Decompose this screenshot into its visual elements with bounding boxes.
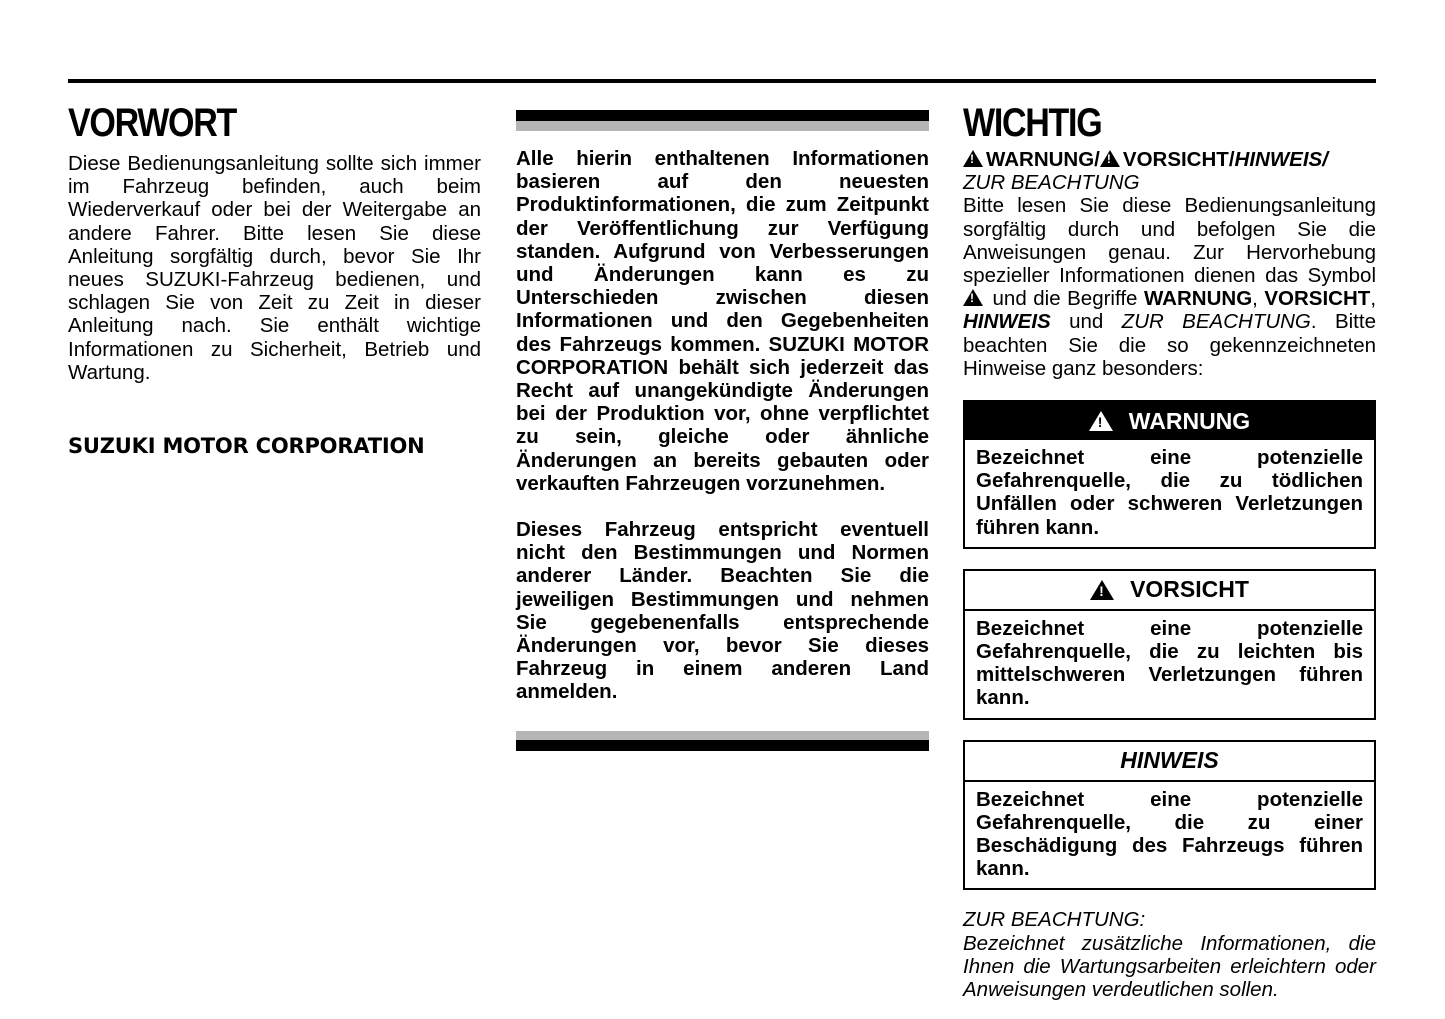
intro-und: und [1069,310,1104,334]
zur-beachtung-label: ZUR BEACHTUNG: [963,908,1146,932]
warnung-box-header [965,402,1374,440]
intro-sep-1: , [1252,287,1258,311]
intro-part-2: und die Begriffe [992,287,1138,311]
warning-triangle-icon [963,289,983,306]
vorsicht-box-header [965,571,1374,611]
signal-zur-beachtung: ZUR BEACHTUNG [963,171,1140,195]
warnung-box [963,400,1376,549]
disclaimer-bottom-grey-band [516,731,929,740]
vorsicht-box-text: Bezeichnet eine potenzielle Gefahrenquelle, die zu leichten bis mittelschweren Verletzungen führen kann. [976,616,1363,710]
warning-triangle-icon [1089,411,1113,431]
disclaimer-top-grey-band [516,121,929,131]
disclaimer-paragraph-1: Alle hierin enthaltenen Informationen basieren auf den neuesten Produktinformationen, die zum Zeitpunkt der Veröffentlichung zur Verfügung standen. Aufgrund von Verbesserungen und Änderungen kann es zu Unterschieden zwischen diesen Informationen und den Gegebenheiten des Fahrzeugs kommen. SUZUKI MOTOR CORPORATION behält sich jederzeit das Recht auf unangekündigte Änderungen bei der Produktion vor, ohne verpflichtet zu sein, gleiche oder ähnliche Änderungen an bereits gebauten oder verkauften Fahrzeugen vorzunehmen. [516,147,929,495]
disclaimer-paragraph-2: Dieses Fahrzeug entspricht eventuell nicht den Bestimmungen und Normen anderer Länder. Beachten Sie die jeweiligen Bestimmungen und nehmen Sie gegebenenfalls entsprechende Änderungen vor, bevor Sie dieses Fahrzeug in einem anderen Land anmelden. [516,518,929,704]
intro-end: . Bitte beachten Sie die so gekennzeichneten Hinweise ganz besonders: [963,310,1376,380]
intro-sep-2: , [1370,287,1377,311]
wichtig-intro [963,194,1376,380]
hinweis-box-heading: HINWEIS [1120,747,1219,774]
vorsicht-box-heading: VORSICHT [1130,576,1249,603]
warnung-box-text: Bezeichnet eine potenzielle Gefahrenquelle, die zu tödlichen Unfällen oder schweren Verletzungen führen kann. [976,446,1363,539]
warning-triangle-icon [1100,150,1120,167]
signal-hinweis: HINWEIS/ [1234,148,1328,171]
signal-warnung: WARNUNG/ [986,148,1100,171]
signal-vorsicht: VORSICHT/ [1122,148,1235,171]
column-disclaimer [516,100,929,751]
intro-warnung: WARNUNG [1143,287,1253,311]
intro-zur-beachtung: ZUR BEACHTUNG [1121,310,1311,334]
warning-triangle-icon [1090,580,1114,600]
vorwort-text: Diese Bedienungsanleitung sollte sich immer im Fahrzeug befinden, auch beim Wiederverkauf oder bei der Weitergabe an andere Fahrer. Bitte lesen Sie diese Anleitung sorgfältig durch, bevor Sie Ihr neues SUZUKI-Fahrzeug bedienen, und schlagen Sie von Zeit zu Zeit in dieser Anleitung nach. Sie enthält wichtige Informationen zu Sicherheit, Betrieb und Wartung. [68,152,481,384]
vorwort-title: VORWORT [68,101,237,145]
intro-hinweis: HINWEIS [963,310,1051,334]
column-wichtig [963,100,1376,1001]
vorsicht-box [963,569,1376,720]
top-rule [68,79,1376,83]
column-vorwort [68,100,481,458]
zur-beachtung-text: Bezeichnet zusätzliche Informationen, die Ihnen die Wartungsarbeiten erleichtern oder Anweisungen verdeutlichen sollen. [963,931,1376,1002]
company-name: SUZUKI MOTOR CORPORATION [68,434,425,459]
intro-part-1: Bitte lesen Sie diese Bedienungsanleitung sorgfältig durch und befolgen Sie die Anweisungen genau. Zur Hervorhebung spezieller Informationen dienen das Symbol [963,194,1376,288]
hinweis-box-text: Bezeichnet eine potenzielle Gefahrenquelle, die zu einer Beschädigung des Fahrzeugs führen kann. [976,787,1363,881]
warnung-box-heading: WARNUNG [1128,407,1251,434]
hinweis-box [963,740,1376,891]
hinweis-box-header [965,742,1374,782]
warning-triangle-icon [963,150,983,167]
disclaimer-bottom-band [516,740,929,751]
intro-vorsicht: VORSICHT [1264,287,1371,311]
signal-words-line [963,148,1376,171]
wichtig-title: WICHTIG [963,101,1102,145]
disclaimer-top-band [516,110,929,121]
